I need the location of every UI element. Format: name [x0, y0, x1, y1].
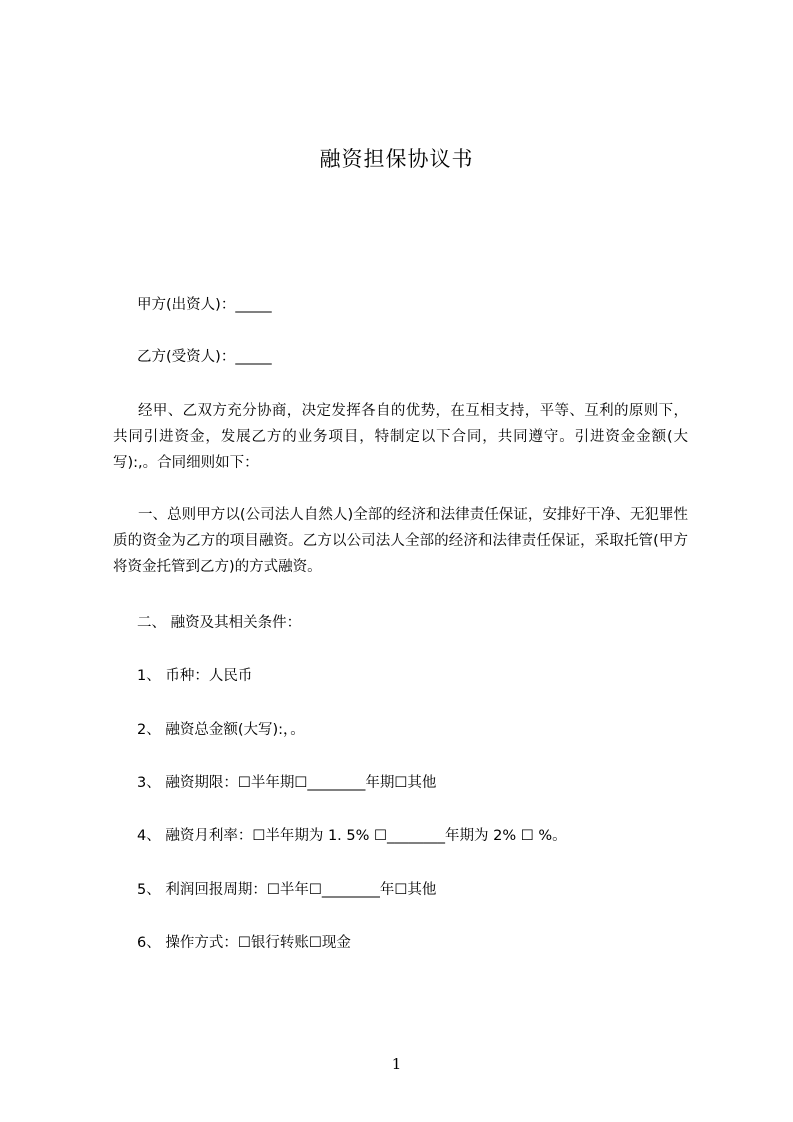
- section-1-paragraph: 一、总则甲方以(公司法人自然人)全部的经济和法律责任保证，安排好干净、无犯罪性质的资金为乙方的项目融资。乙方以公司法人全部的经济和法律责任保证，采取托管(甲方将资金托管到乙方)的方式融资。: [113, 507, 688, 575]
- party-b-line: 乙方(受资人)：_____: [137, 349, 272, 365]
- section-2-heading: 二、 融资及其相关条件：: [137, 615, 302, 631]
- page-number: 1: [391, 1055, 402, 1073]
- item-3: 3、 融资期限：☐半年期☐________年期☐其他: [137, 775, 437, 791]
- party-a-line: 甲方(出资人)：_____: [137, 297, 272, 313]
- intro-paragraph: 经甲、乙双方充分协商，决定发挥各自的优势，在互相支持，平等、互利的原则下，共同引进资金，发展乙方的业务项目，特制定以下合同，共同遵守。引进资金金额(大写):,。合同细则如下：: [113, 403, 688, 471]
- document-title: 融资担保协议书: [319, 147, 474, 171]
- item-1: 1、 币种：人民币: [137, 668, 253, 684]
- item-6: 6、 操作方式：☐银行转账☐现金: [137, 935, 351, 951]
- item-4: 4、 融资月利率：☐半年期为 1. 5% ☐________年期为 2% ☐ %。: [137, 828, 567, 844]
- item-2: 2、 融资总金额(大写):，。: [137, 722, 305, 738]
- item-5: 5、 利润回报周期：☐半年☐________年☐其他: [137, 882, 437, 898]
